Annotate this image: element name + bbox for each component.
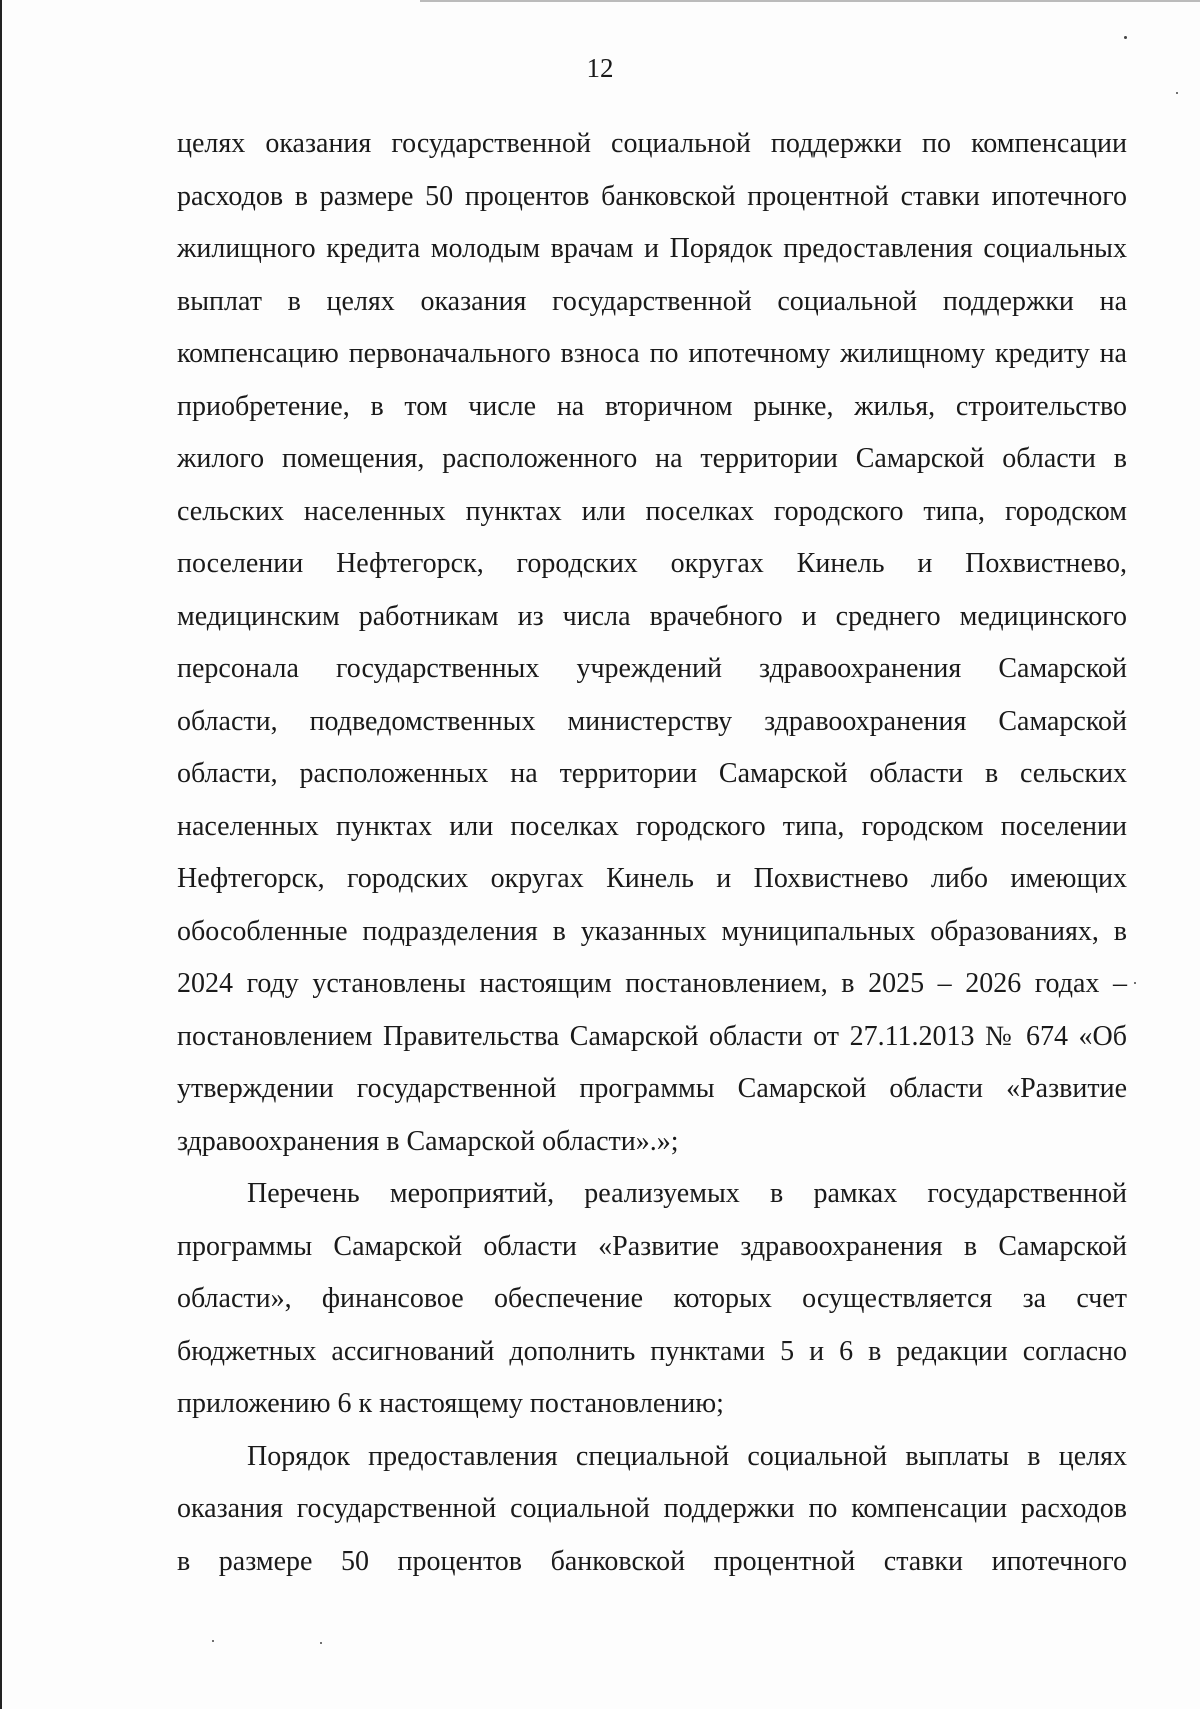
text-line: бюджетных ассигнований дополнить пунктами 5 и 6 в редакции согласно	[177, 1335, 1127, 1367]
scan-edge-left	[0, 0, 2, 1709]
text-line: здравоохранения в Самарской области».»;	[177, 1125, 679, 1157]
text-line: оказания государственной социальной поддержки по компенсации расходов	[177, 1493, 1127, 1524]
paragraph	[177, 118, 1127, 1168]
text-line: Порядок предоставления специальной социальной выплаты в целях	[247, 1440, 1127, 1472]
text-line: в размере 50 процентов банковской процентной ставки ипотечного	[177, 1545, 1127, 1577]
text-line: Нефтегорск, городских округах Кинель и Похвистнево либо имеющих	[177, 863, 1127, 894]
text-line: 2024 году установлены настоящим постановлением, в 2025 – 2026 годах –	[177, 968, 1127, 999]
scan-speck	[320, 1642, 322, 1644]
text-line: компенсацию первоначального взноса по ипотечному жилищному кредиту на	[177, 338, 1127, 369]
paragraph	[177, 1431, 1127, 1589]
text-line: поселении Нефтегорск, городских округах Кинель и Похвистнево,	[177, 548, 1127, 579]
text-line: постановлением Правительства Самарской области от 27.11.2013 № 674 «Об	[177, 1020, 1127, 1052]
text-line: выплат в целях оказания государственной социальной поддержки на	[177, 285, 1127, 317]
paragraph	[177, 1168, 1127, 1431]
text-line: медицинским работникам из числа врачебного и среднего медицинского	[177, 600, 1127, 632]
text-line: целях оказания государственной социальной поддержки по компенсации	[177, 128, 1127, 159]
text-line: области», финансовое обеспечение которых осуществляется за счет	[177, 1283, 1127, 1314]
text-line: населенных пунктах или поселках городского типа, городском поселении	[177, 810, 1127, 842]
text-line: персонала государственных учреждений здравоохранения Самарской	[177, 653, 1127, 684]
scan-speck	[1176, 92, 1178, 94]
text-line: жилого помещения, расположенного на территории Самарской области в	[177, 443, 1127, 474]
text-line: утверждении государственной программы Самарской области «Развитие	[177, 1073, 1127, 1104]
text-line: области, подведомственных министерству здравоохранения Самарской	[177, 705, 1127, 737]
text-line: Перечень мероприятий, реализуемых в рамках государственной	[247, 1178, 1127, 1209]
scan-speck	[1134, 982, 1136, 984]
text-line: обособленные подразделения в указанных муниципальных образованиях, в	[177, 915, 1127, 947]
text-line: программы Самарской области «Развитие здравоохранения в Самарской	[177, 1230, 1127, 1262]
scan-speck	[212, 1640, 214, 1642]
text-line: области, расположенных на территории Самарской области в сельских	[177, 758, 1127, 789]
text-line: жилищного кредита молодым врачам и Порядок предоставления социальных	[177, 233, 1127, 264]
text-line: приобретение, в том числе на вторичном рынке, жилья, строительство	[177, 390, 1127, 422]
text-line: расходов в размере 50 процентов банковской процентной ставки ипотечного	[177, 180, 1127, 212]
document-body	[177, 118, 1127, 1588]
text-line: сельских населенных пунктах или поселках городского типа, городском	[177, 495, 1127, 527]
scan-edge-top	[420, 0, 1200, 2]
text-line: приложению 6 к настоящему постановлению;	[177, 1388, 724, 1419]
scan-speck	[1124, 36, 1127, 39]
page-number: 12	[586, 53, 614, 83]
